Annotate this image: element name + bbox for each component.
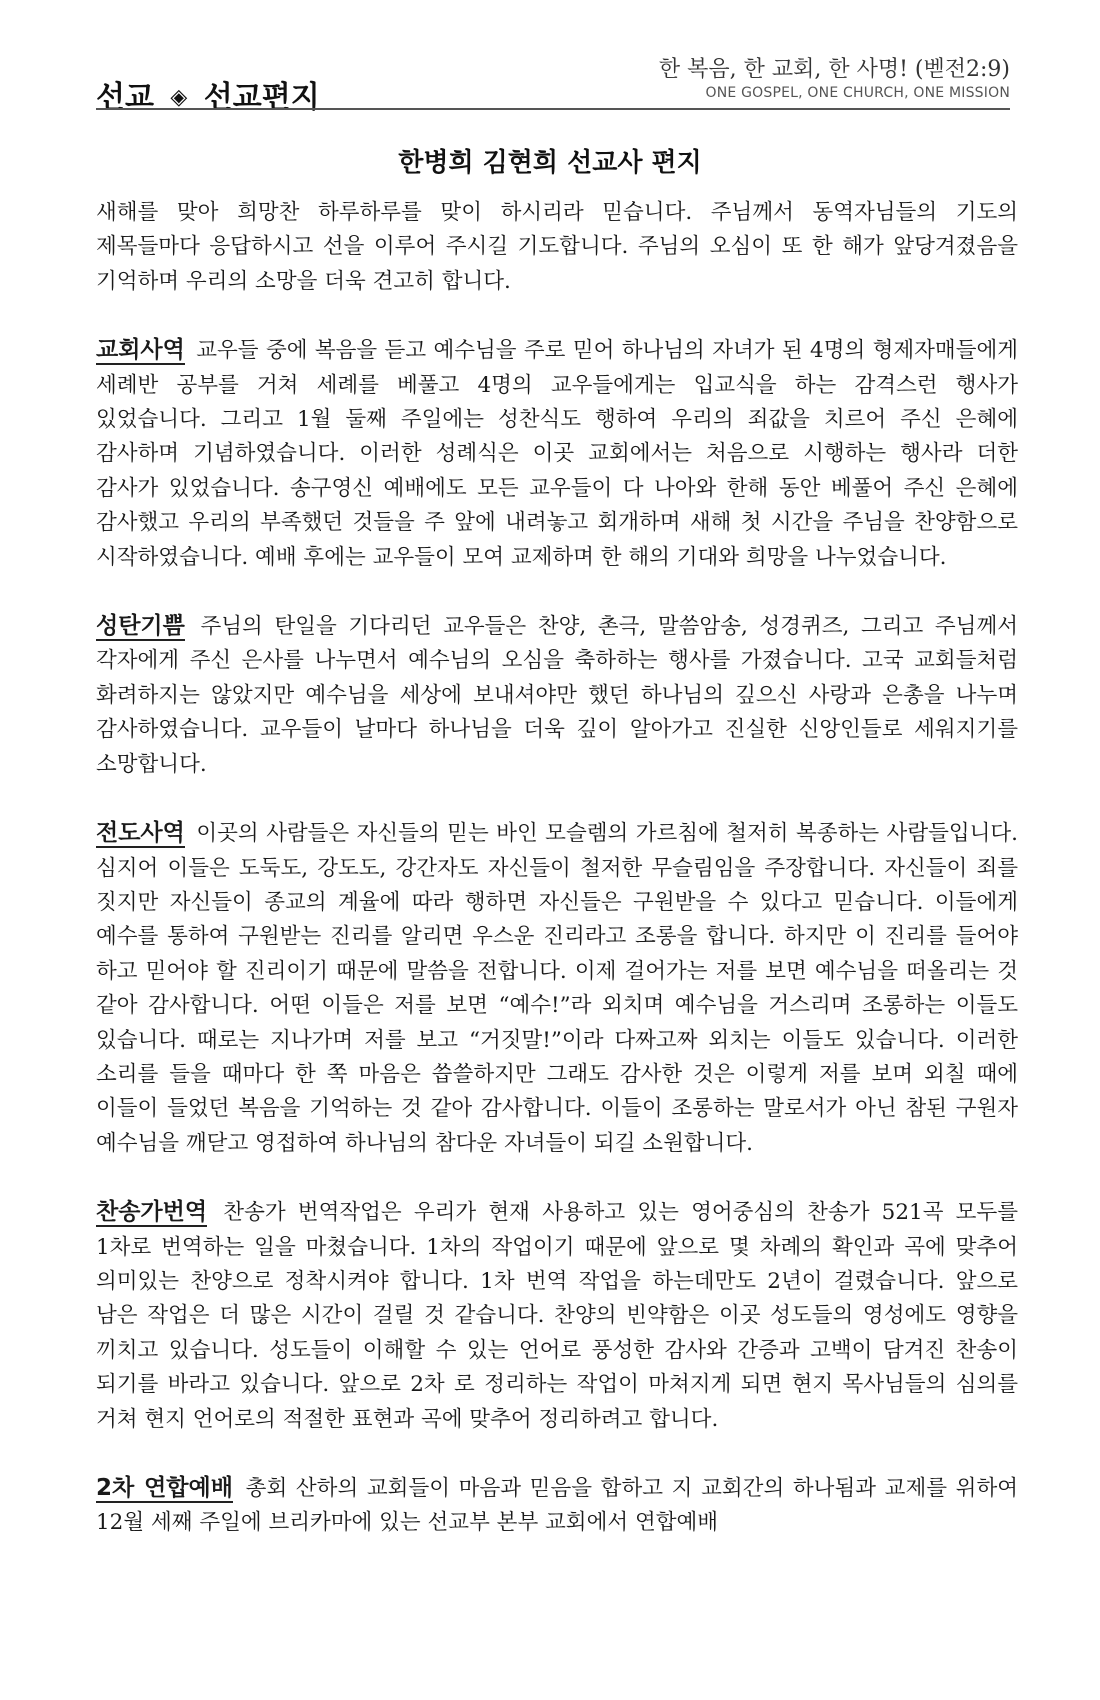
section-text: 찬송가 번역작업은 우리가 현재 사용하고 있는 영어중심의 찬송가 521곡 모두를 1차로 번역하는 일을 마쳤습니다. 1차의 작업이기 때문에 앞으로 몇 차례의 확인과 곡에 맞추어 의미있는 찬양으로 정착시켜야 합니다. 1차 번역 작업을 하는데만도 2년이 걸렸습니다. 앞으로 남은 작업은 더 많은 시간이 걸릴 것 같습니다. 찬양의 빈약함은 이곳 성도들의 영성에도 영향을 끼치고 있습니다. 성도들이 이해할 수 있는 언어로 풍성한 감사와 간증과 고백이 담겨진 찬송이 되기를 바라고 있습니다. 앞으로 2차 로 정리하는 작업이 마쳐지게 되면 현지 목사님들의 심의를 거쳐 현지 언어로의 적절한 표현과 곡에 맞추어 정리하려고 합니다. — [96, 1200, 1018, 1432]
header-divider — [96, 108, 1010, 110]
section-heading: 2차 연합예배 — [96, 1475, 233, 1501]
intro-paragraph: 새해를 맞아 희망찬 하루하루를 맞이 하시리라 믿습니다. 주님께서 동역자님들의 기도의 제목들마다 응답하시고 선을 이루어 주시길 기도합니다. 주님의 오심이 또 한 해가 앞당겨졌음을 기억하며 우리의 소망을 더욱 견고히 합니다. — [96, 200, 1018, 294]
section-text: 교우들 중에 복음을 듣고 예수님을 주로 믿어 하나님의 자녀가 된 4명의 형제자매들에게 세례반 공부를 거쳐 세례를 베풀고 4명의 교우들에게는 입교식을 하는 감격스런 행사가 있었습니다. 그리고 1월 둘째 주일에는 성찬식도 행하여 우리의 죄값을 치르어 주신 은혜에 감사하며 기념하였습니다. 이러한 성례식은 이곳 교회에서는 처음으로 시행하는 행사라 더한 감사가 있었습니다. 송구영신 예배에도 모든 교우들이 다 나아와 한해 동안 베풀어 주신 은혜에 감사했고 우리의 부족했던 것들을 주 앞에 내려놓고 회개하며 새해 첫 시간을 주님을 찬양함으로 시작하였습니다. 예배 후에는 교우들이 모여 교제하며 한 해의 기대와 희망을 나누었습니다. — [96, 338, 1018, 570]
section-title: 선교 — [96, 80, 154, 115]
section-joint-worship — [96, 1471, 1018, 1541]
letter-body — [96, 196, 1018, 1575]
section-hymn-translation — [96, 1195, 1018, 1437]
motto-english: ONE GOSPEL, ONE CHURCH, ONE MISSION — [705, 85, 1010, 101]
letter-title: 한병희 김현희 선교사 편지 — [398, 148, 702, 178]
section-church-ministry — [96, 333, 1018, 575]
section-text: 주님의 탄일을 기다리던 교우들은 찬양, 촌극, 말씀암송, 성경퀴즈, 그리고 주님께서 각자에게 주신 은사를 나누면서 예수님의 오심을 축하하는 행사를 가졌습니다. 고국 교회들처럼 화려하지는 않았지만 예수님을 세상에 보내셔야만 했던 하나님의 깊으신 사랑과 은총을 나누며 감사하였습니다. 교우들이 날마다 하나님을 더욱 깊이 알아가고 진실한 신앙인들로 세워지기를 소망합니다. — [96, 614, 1018, 777]
diamond-separator-icon: ◈ — [170, 85, 188, 110]
section-heading: 성탄기쁨 — [96, 613, 185, 640]
page-header — [96, 50, 1016, 115]
section-text: 이곳의 사람들은 자신들의 믿는 바인 모슬렘의 가르침에 철저히 복종하는 사람들입니다. 심지어 이들은 도둑도, 강도도, 강간자도 자신들이 철저한 무슬림임을 주장합니다. 자신들이 죄를 짓지만 자신들이 종교의 계율에 따라 행하면 자신들은 구원받을 수 있다고 믿습니다. 이들에게 예수를 통하여 구원받는 진리를 알리면 우스운 진리라고 조롱을 합니다. 하지만 이 진리를 들어야 하고 믿어야 할 진리이기 때문에 말씀을 전합니다. 이제 걸어가는 저를 보면 예수님을 떠올리는 것 같아 감사합니다. 어떤 이들은 저를 보면 “예수!”라 외치며 예수님을 거스리며 조롱하는 이들도 있습니다. 때로는 지나가며 저를 보고 “거짓말!”이라 다짜고짜 외치는 이들도 있습니다. 이러한 소리를 들을 때마다 한 쪽 마음은 씁쓸하지만 그래도 감사한 것은 이렇게 저를 보며 외칠 때에 이들이 들었던 복음을 기억하는 것 같아 감사합니다. 이들이 조롱하는 말로서가 아닌 참된 구원자 예수님을 깨닫고 영접하여 하나님의 참다운 자녀들이 되길 소원합니다. — [96, 821, 1018, 1156]
motto-korean: 한 복음, 한 교회, 한 사명! (벧전2:9) — [658, 57, 1010, 82]
section-christmas — [96, 609, 1018, 782]
section-subtitle: 선교편지 — [203, 80, 320, 115]
section-heading: 전도사역 — [96, 820, 185, 847]
section-heading: 찬송가번역 — [96, 1199, 208, 1226]
motto-block — [659, 52, 1010, 101]
section-evangelism — [96, 816, 1018, 1161]
section-text: 총회 산하의 교회들이 마음과 믿음을 합하고 지 교회간의 하나됨과 교제를 위하여 12월 세째 주일에 브리카마에 있는 선교부 본부 교회에서 연합예배 — [96, 1476, 1018, 1536]
section-heading: 교회사역 — [96, 337, 185, 364]
